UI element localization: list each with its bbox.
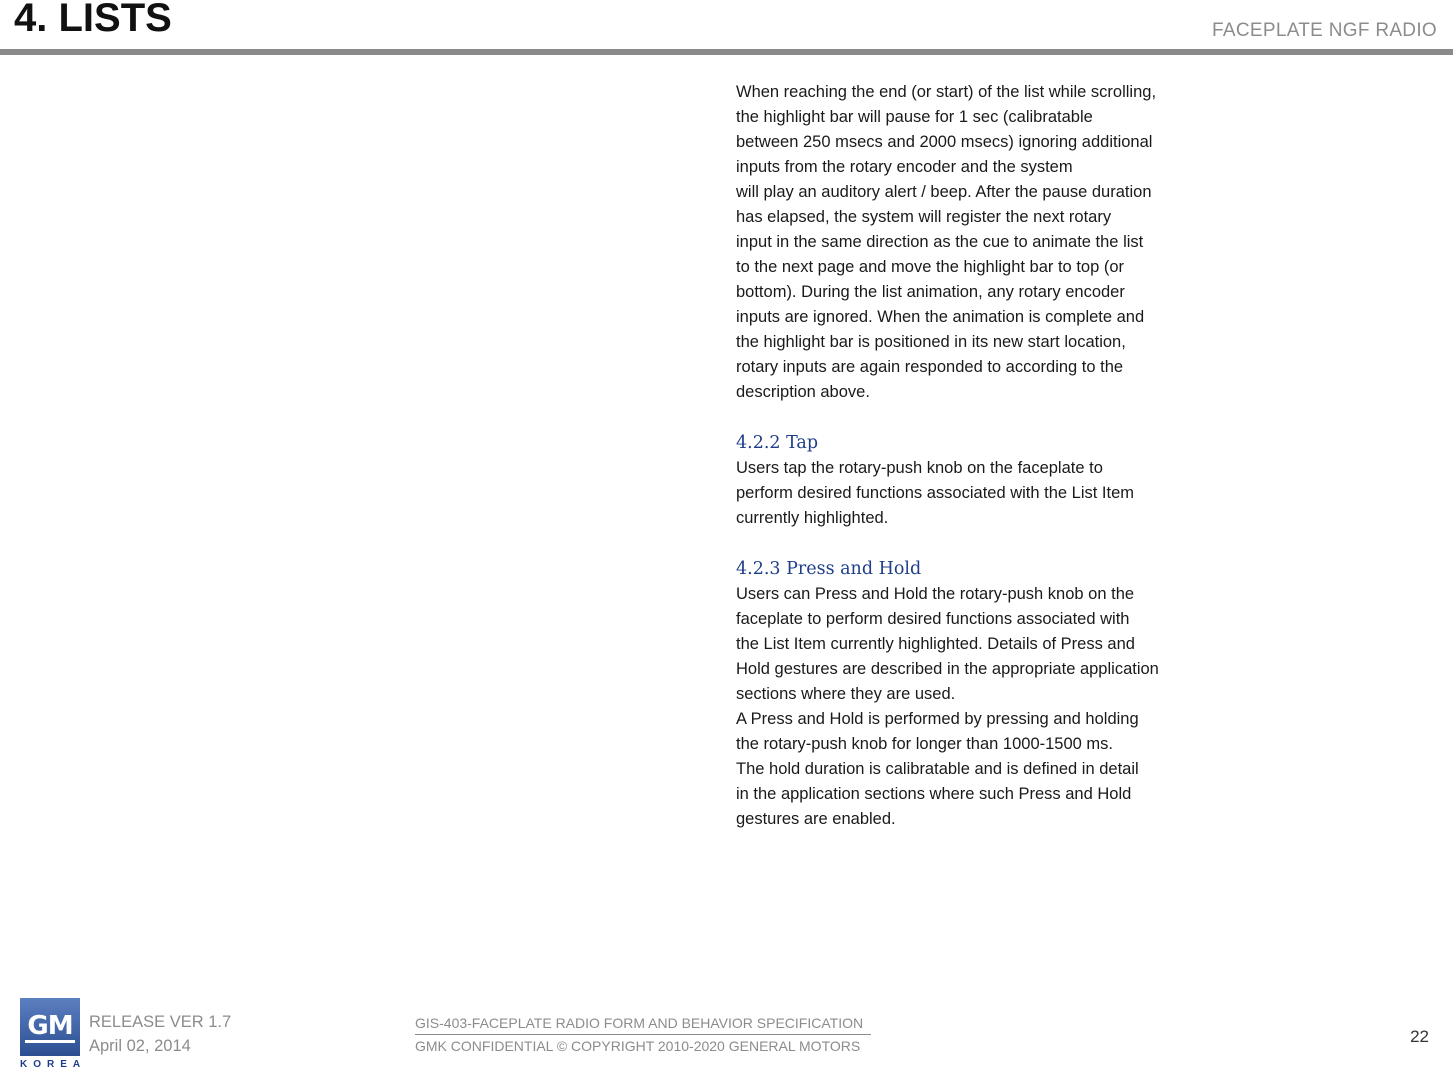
text-line: bottom). During the list animation, any rotary encoder [736, 283, 1125, 301]
text-line: currently highlighted. [736, 509, 889, 527]
text-line: description above. [736, 383, 870, 401]
text-line: inputs from the rotary encoder and the system [736, 158, 1073, 176]
text-line: The hold duration is calibratable and is defined in detail [736, 760, 1139, 778]
release-version: RELEASE VER 1.7 [89, 1013, 232, 1031]
text-line: gestures are enabled. [736, 810, 896, 828]
text-line: Users can Press and Hold the rotary-push knob on the [736, 585, 1135, 603]
spec-info [415, 1013, 871, 1056]
confidential-notice: GMK CONFIDENTIAL © COPYRIGHT 2010-2020 GENERAL MOTORS [415, 1038, 861, 1054]
spec-title: GIS-403-FACEPLATE RADIO FORM AND BEHAVIOR SPECIFICATION [415, 1013, 871, 1035]
text-line: the highlight bar will pause for 1 sec (calibratable [736, 108, 1093, 126]
text-line: sections where they are used. [736, 685, 956, 703]
page-number: 22 [1410, 1027, 1429, 1046]
text-line: input in the same direction as the cue to animate the list [736, 233, 1144, 251]
text-line: in the application sections where such Press and Hold [736, 785, 1132, 803]
content-column [736, 80, 1241, 832]
release-info [89, 1010, 231, 1058]
text-line: will play an auditory alert / beep. After the pause duration [736, 183, 1152, 201]
document-label: FACEPLATE NGF RADIO [1212, 20, 1437, 41]
spacer [736, 531, 1241, 556]
press-hold-heading: 4.2.3 Press and Hold [736, 559, 922, 579]
text-line: rotary inputs are again responded to according to the [736, 358, 1124, 376]
press-hold-paragraph [736, 582, 1241, 832]
text-line: Users tap the rotary-push knob on the faceplate to [736, 459, 1103, 477]
header-divider [0, 49, 1453, 55]
gm-korea-logo [20, 998, 87, 1073]
tap-heading: 4.2.2 Tap [736, 433, 819, 453]
text-line: to the next page and move the highlight bar to top (or [736, 258, 1125, 276]
text-line: faceplate to perform desired functions associated with [736, 610, 1130, 628]
text-line: has elapsed, the system will register the next rotary [736, 208, 1112, 226]
text-line: the List Item currently highlighted. Details of Press and [736, 635, 1135, 653]
text-line: inputs are ignored. When the animation is complete and [736, 308, 1145, 326]
text-line: perform desired functions associated with the List Item [736, 484, 1135, 502]
text-line: When reaching the end (or start) of the list while scrolling, [736, 83, 1157, 101]
gm-logo-square [20, 998, 80, 1056]
text-line: Hold gestures are described in the appropriate application [736, 660, 1159, 678]
text-line: the rotary-push knob for longer than 1000-1500 ms. [736, 735, 1113, 753]
text-line: A Press and Hold is performed by pressing and holding [736, 710, 1139, 728]
tap-paragraph [736, 456, 1241, 531]
release-date: April 02, 2014 [89, 1037, 191, 1055]
spacer [736, 405, 1241, 430]
page-title: 4. LISTS [14, 0, 172, 40]
text-line: the highlight bar is positioned in its new start location, [736, 333, 1126, 351]
korea-logo-text: KOREA [20, 1059, 87, 1070]
intro-paragraph [736, 80, 1241, 405]
gm-logo-text: GM [27, 1010, 73, 1041]
text-line: between 250 msecs and 2000 msecs) ignoring additional [736, 133, 1153, 151]
